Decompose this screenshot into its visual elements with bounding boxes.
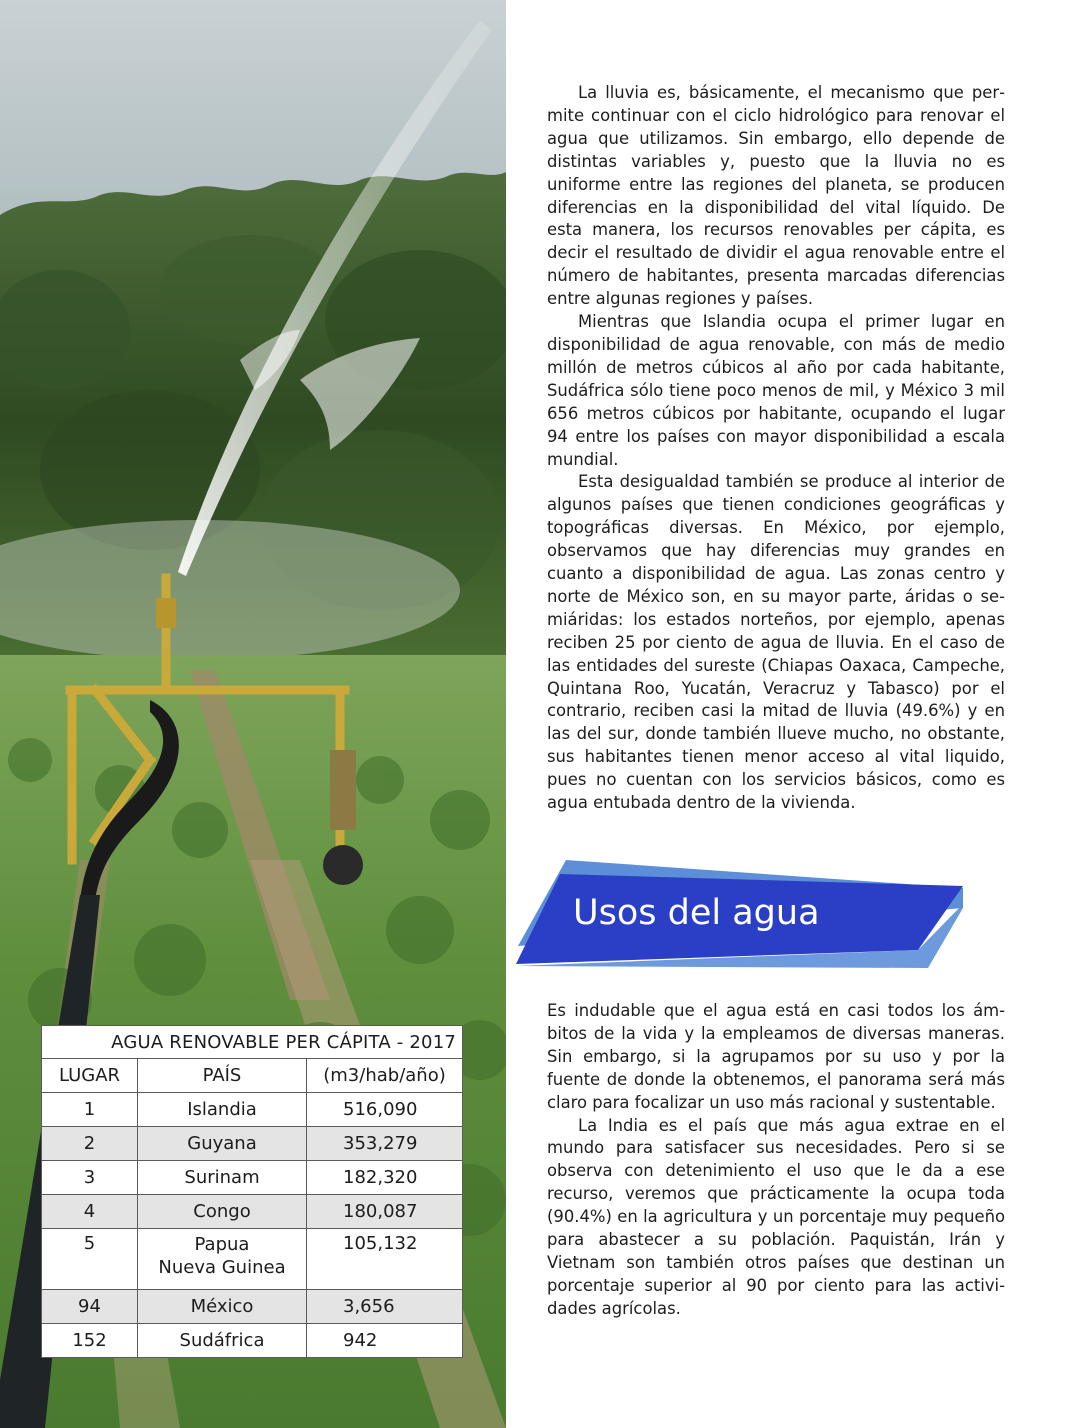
value-cell: 516,090 xyxy=(307,1093,463,1127)
table-row xyxy=(42,1290,463,1324)
paragraph: La lluvia es, básicamente, el mecanismo que permite continuar con el ciclo hidrológico para renovar el agua que utilizamos. Sin embargo, ello depende de distintas variables y, puesto que la lluvia no es uniforme entre las regiones del planeta, se producen diferencias en la disponibilidad del vital líquido. De esta manera, los recursos renovables per cápita, es decir el resultado de dividir el agua renovable entre el número de habitantes, presenta marcadas diferencias entre algunas regiones y países. xyxy=(547,83,1005,309)
table-row xyxy=(42,1127,463,1161)
value-cell: 180,087 xyxy=(307,1195,463,1229)
rank-cell: 1 xyxy=(42,1093,138,1127)
paragraph: Es indudable que el agua está en casi todos los ámbitos de la vida y la empleamos de diversas maneras. Sin embargo, si la agrupamos por su uso y por la fuente de donde la obtenemos, el panorama será más claro para focalizar un uso más racional y sustentable. xyxy=(547,1001,1005,1112)
country-cell: Guyana xyxy=(138,1127,307,1161)
rank-cell: 5 xyxy=(42,1229,138,1290)
table-row xyxy=(42,1324,463,1358)
country-cell: Surinam xyxy=(138,1161,307,1195)
country-cell: Islandia xyxy=(138,1093,307,1127)
table-title: AGUA RENOVABLE PER CÁPITA - 2017 xyxy=(42,1026,463,1059)
rank-cell: 2 xyxy=(42,1127,138,1161)
value-cell: 353,279 xyxy=(307,1127,463,1161)
section-title: Usos del agua xyxy=(573,893,820,933)
paragraph: Mientras que Islandia ocupa el primer lugar en disponibilidad de agua renovable, con más de medio millón de metros cúbicos al año por cada habitante, Sudáfrica sólo tiene poco menos de mil, y México 3 mil 656 metros cúbicos por habitante, ocupando el lugar 94 entre los países con mayor disponibilidad a escala mundial. xyxy=(547,312,1005,469)
page-number: 60 xyxy=(31,1385,43,1399)
rank-cell: 4 xyxy=(42,1195,138,1229)
paragraph: La India es el país que más agua extrae en el mundo para satisfacer sus necesidades. Pero si se observa con detenimiento el uso que le da a ese recurso, veremos que prácticamente la ocupa toda (90.4%) en la agricultura y un porcentaje muy pequeño para abastecer a su población. Paquistán, Irán y Vietnam son también otros países que destinan un porcentaje superior al 90 por ciento para las actividades agrícolas. xyxy=(547,1115,1005,1318)
column-header-country: PAÍS xyxy=(138,1059,307,1093)
value-cell: 182,320 xyxy=(307,1161,463,1195)
column-header-value: (m3/hab/año) xyxy=(307,1059,463,1093)
table-row xyxy=(42,1229,463,1290)
article-body-bottom xyxy=(547,1000,1005,1321)
table-row xyxy=(42,1093,463,1127)
table-row xyxy=(42,1161,463,1195)
country-cell: Sudáfrica xyxy=(138,1324,307,1358)
value-cell: 105,132 xyxy=(307,1229,463,1290)
column-header-rank: LUGAR xyxy=(42,1059,138,1093)
table-row xyxy=(42,1195,463,1229)
value-cell: 942 xyxy=(307,1324,463,1358)
country-cell: Congo xyxy=(138,1195,307,1229)
paragraph: Esta desigualdad también se produce al interior de algunos países que tienen condiciones geográficas y topográficas diversas. En México, por ejemplo, observamos que hay diferencias muy grandes en cuanto a disponibilidad de agua. Las zonas centro y norte de México son, en su mayor parte, áridas o semiáridas: los estados norteños, por ejemplo, apenas reciben 25 por ciento de agua de lluvia. En el caso de las entidades del sureste (Chiapas Oaxaca, Campeche, Quintana Roo, Yucatán, Veracruz y Tabasco) por el contrario, reciben casi la mitad de lluvia (49.6%) y en las del sur, donde también llueve mucho, no obstante, sus habitantes tienen menor acceso al vital liquido, pues no cuentan con los servicios básicos, como es agua entubada dentro de la vivienda. xyxy=(547,472,1005,813)
article-body-top xyxy=(547,82,1005,815)
rank-cell: 3 xyxy=(42,1161,138,1195)
value-cell: 3,656 xyxy=(307,1290,463,1324)
renewable-water-table xyxy=(41,1025,463,1358)
rank-cell: 94 xyxy=(42,1290,138,1324)
country-cell: México xyxy=(138,1290,307,1324)
country-cell: Papua Nueva Guinea xyxy=(138,1229,307,1290)
rank-cell: 152 xyxy=(42,1324,138,1358)
